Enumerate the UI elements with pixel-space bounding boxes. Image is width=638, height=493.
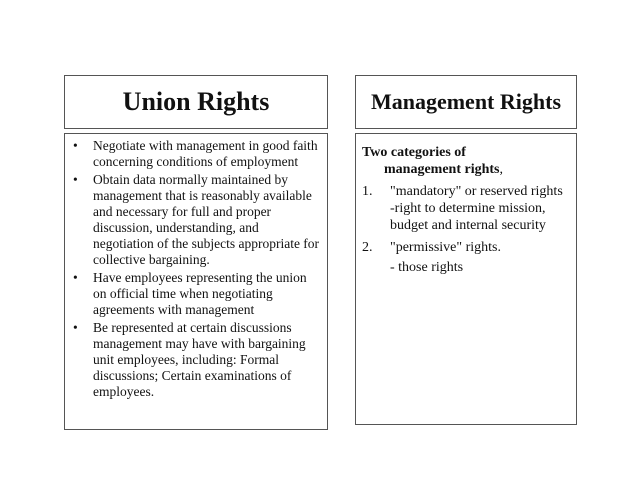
list-item bbox=[362, 183, 570, 200]
item-number: 2. bbox=[362, 240, 373, 255]
union-rights-list bbox=[71, 138, 321, 400]
item-subtext: -right to determine mission, budget and internal security bbox=[390, 201, 546, 233]
management-heading-line2: management rights bbox=[384, 162, 500, 177]
management-heading-punct: , bbox=[499, 162, 503, 177]
management-rights-title-box bbox=[355, 75, 577, 129]
bullet-icon: • bbox=[73, 172, 78, 187]
bullet-icon: • bbox=[73, 138, 78, 153]
union-rights-title-box bbox=[64, 75, 328, 129]
union-rights-list-box bbox=[64, 133, 328, 430]
management-heading-line2-wrap bbox=[362, 161, 570, 178]
bullet-icon: • bbox=[73, 320, 78, 335]
management-rights-list-box bbox=[355, 133, 577, 425]
list-item bbox=[362, 239, 570, 256]
list-item bbox=[71, 138, 321, 170]
list-item-text: Obtain data normally maintained by management that is reasonably available and necessary for full and proper discussion, understanding, and negotiation of the subjects appropriate for collective bargaining. bbox=[93, 172, 320, 267]
list-item bbox=[71, 172, 321, 268]
list-item-text: Be represented at certain discussions management may have with bargaining unit employees, including: Formal discussions; Certain examinations of employees. bbox=[93, 320, 306, 399]
list-item bbox=[71, 320, 321, 400]
management-heading-line1: Two categories of bbox=[362, 145, 466, 160]
management-rights-title: Management Rights bbox=[370, 89, 562, 114]
item-number: 1. bbox=[362, 184, 373, 199]
item-text: "permissive" rights. bbox=[390, 240, 501, 255]
list-item-text: Negotiate with management in good faith concerning conditions of employment bbox=[93, 138, 318, 169]
item-subtext: - those rights bbox=[390, 260, 464, 275]
list-item-text: Have employees representing the union on official time when negotiating agreements with management bbox=[93, 270, 307, 317]
item-text: "mandatory" or reserved rights bbox=[390, 184, 563, 199]
union-rights-title: Union Rights bbox=[122, 87, 270, 116]
bullet-icon: • bbox=[73, 270, 78, 285]
list-item bbox=[71, 270, 321, 318]
